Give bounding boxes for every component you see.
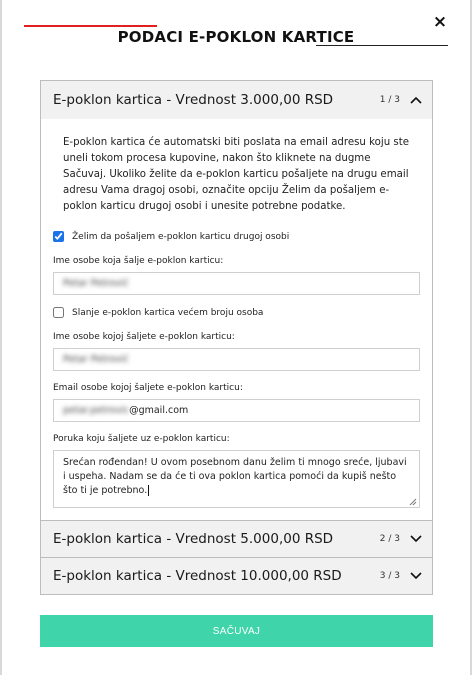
chevron-down-icon[interactable] [410,533,422,545]
card-2-header[interactable] [41,521,432,557]
close-icon[interactable]: × [432,12,448,32]
decor-red-line [24,25,157,27]
send-to-other-row[interactable] [53,231,420,242]
chevron-up-icon[interactable] [410,94,422,106]
send-to-other-checkbox[interactable] [53,231,64,242]
card-1-panel [41,119,432,521]
recipient-email-label: Email osobe kojoj šaljete e-poklon karticu: [53,383,243,393]
card-3-count: 3 / 3 [379,571,400,581]
sender-name-value: Petar Petrović [63,278,129,289]
card-1-description: E-poklon kartica će automatski biti poslata na email adresu koju ste uneli tokom procesa kupovine, nakon što kliknete na dugme Sačuvaj. Ukoliko želite da e-poklon karticu pošaljete na drugu email adresu Vama dragoj osobi, označite opciju Želim da pošaljem e-poklon karticu drugoj osobi i unesite potrebne podatke. [63,137,409,212]
bulk-send-checkbox[interactable] [53,307,64,318]
bulk-send-row[interactable] [53,307,420,318]
resize-handle-icon[interactable] [409,497,417,505]
card-2-title: E-poklon kartica - Vrednost 5.000,00 RSD [53,531,334,547]
recipient-name-value: Petar Petrović [63,354,129,365]
send-to-other-label: Želim da pošaljem e-poklon karticu drugoj osobi [72,231,290,242]
card-3-header[interactable] [41,558,432,594]
recipient-name-input[interactable] [53,348,420,371]
bulk-send-label: Slanje e-poklon kartica većem broju osoba [72,307,264,318]
card-1-count: 1 / 3 [379,95,400,105]
recipient-email-prefix: petar.petrovic [63,405,130,416]
card-3-title: E-poklon kartica - Vrednost 10.000,00 RSD [53,568,342,584]
message-textarea[interactable] [53,450,420,508]
recipient-name-label: Ime osobe kojoj šaljete e-poklon karticu: [53,332,235,342]
card-1-title: E-poklon kartica - Vrednost 3.000,00 RSD [53,92,334,108]
save-button[interactable]: SAČUVAJ [40,615,433,647]
card-2-count: 2 / 3 [379,534,400,544]
dialog-title: PODACI E-POKLON KARTICE [117,28,355,46]
recipient-email-domain: @gmail.com [129,405,189,416]
message-value: Srećan rođendan! U ovom posebnom danu želim ti mnogo sreće, ljubavi i uspeha. Nadam se da će ti ova poklon kartica pomoći da kupiš nešto što ti je potrebno. [63,457,407,496]
chevron-down-icon[interactable] [410,570,422,582]
message-label: Poruka koju šaljete uz e-poklon karticu: [53,434,230,444]
gift-card-accordion [40,80,433,595]
text-cursor [148,485,149,496]
card-1-header[interactable] [41,81,432,119]
sender-name-input[interactable] [53,272,420,295]
recipient-email-input[interactable] [53,399,420,422]
sender-name-label: Ime osobe koja šalje e-poklon karticu: [53,256,224,266]
